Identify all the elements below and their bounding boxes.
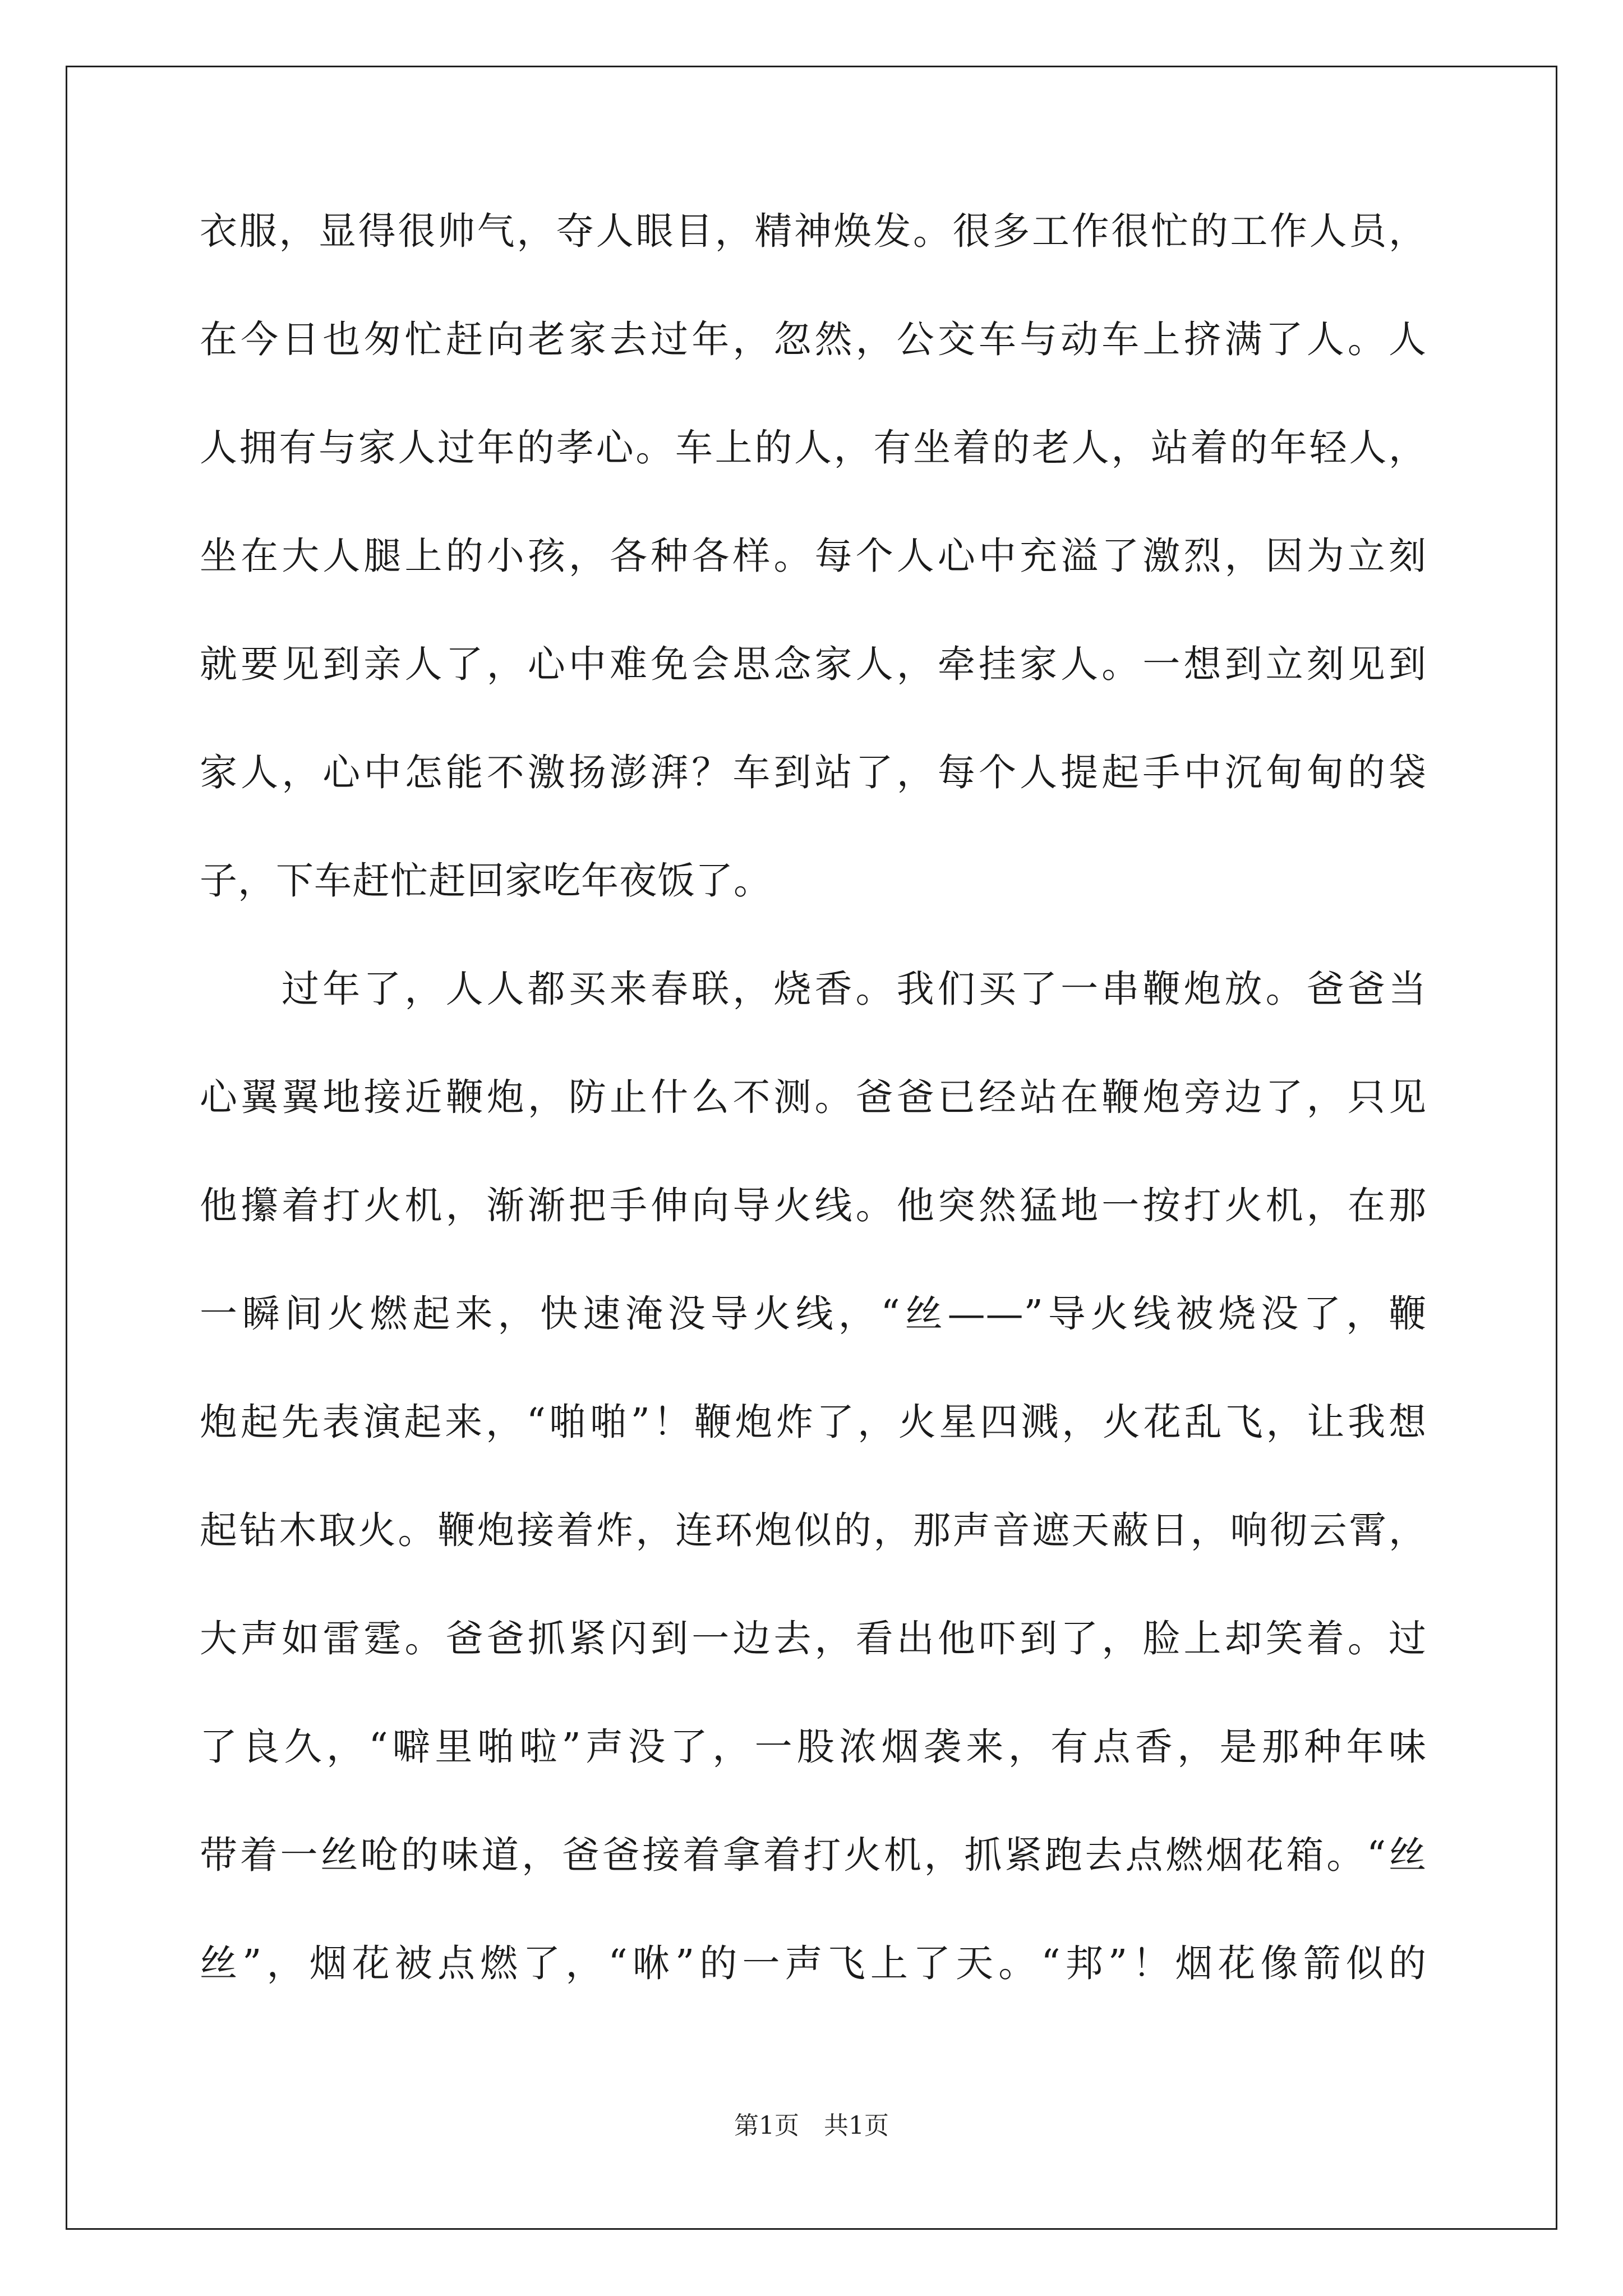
text-line: 炮起先表演起来，“啪啪”！鞭炮炸了，火星四溅，火花乱飞，让我想 [200,1400,1427,1444]
text-line: 起钻木取火。鞭炮接着炸，连环炮似的，那声音遮天蔽日，响彻云霄， [200,1508,1427,1552]
text-line: 就要见到亲人了，心中难免会思念家人，牵挂家人。一想到立刻见到 [200,642,1427,686]
text-line: 坐在大人腿上的小孩，各种各样。每个人心中充溢了激烈，因为立刻 [200,534,1427,578]
text-line: 心翼翼地接近鞭炮，防止什么不测。爸爸已经站在鞭炮旁边了，只见 [200,1075,1427,1119]
text-line: 了良久，“噼里啪啦”声没了，一股浓烟袭来，有点香，是那种年味 [200,1725,1427,1769]
page-number-footer: 第1页 共1页 [734,2111,889,2140]
text-line: 带着一丝呛的味道，爸爸接着拿着打火机，抓紧跑去点燃烟花箱。“丝 [200,1833,1427,1877]
text-line: 一瞬间火燃起来，快速淹没导火线，“丝——”导火线被烧没了，鞭 [200,1292,1427,1336]
text-line: 大声如雷霆。爸爸抓紧闪到一边去，看出他吓到了，脸上却笑着。过 [200,1617,1427,1660]
text-line: 衣服，显得很帅气，夺人眼目，精神焕发。很多工作很忙的工作人员， [200,209,1427,253]
paragraph-first-line: 过年了，人人都买来春联，烧香。我们买了一串鞭炮放。爸爸当 [282,967,1427,1011]
text-line: 人拥有与家人过年的孝心。车上的人，有坐着的老人，站着的年轻人， [200,426,1427,470]
text-line: 在今日也匆忙赶向老家去过年，忽然，公交车与动车上挤满了人。人 [200,318,1427,361]
text-line: 丝”，烟花被点燃了，“咻”的一声飞上了天。“邦”！烟花像箭似的 [200,1941,1427,1985]
text-line: 家人，心中怎能不激扬澎湃？车到站了，每个人提起手中沉甸甸的袋 [200,751,1427,794]
text-line: 他攥着打火机，渐渐把手伸向导火线。他突然猛地一按打火机，在那 [200,1184,1427,1227]
page-border [66,66,1557,2230]
text-line: 子，下车赶忙赶回家吃年夜饭了。 [200,859,772,903]
